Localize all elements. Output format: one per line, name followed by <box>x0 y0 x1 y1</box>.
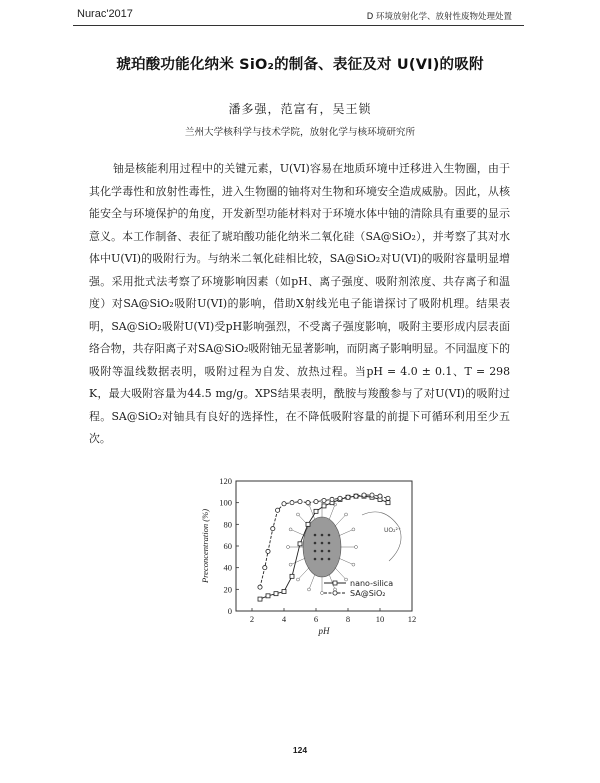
data-point <box>386 501 390 505</box>
silica-dot <box>321 550 324 553</box>
data-point <box>271 527 275 531</box>
data-point <box>386 496 390 500</box>
silica-dot <box>314 558 317 561</box>
x-tick-label: 10 <box>375 614 385 624</box>
legend-label: nano-silica <box>350 579 394 588</box>
data-point <box>322 504 326 508</box>
silica-dot <box>328 558 331 561</box>
data-point <box>362 493 366 497</box>
ligand-end <box>321 592 324 595</box>
ligand-chain <box>298 568 309 580</box>
chart-svg <box>194 475 420 645</box>
silica-dot <box>314 542 317 545</box>
silica-dot <box>321 542 324 545</box>
data-point <box>378 494 382 498</box>
data-point <box>298 542 302 546</box>
page-number: 124 <box>292 745 308 755</box>
data-point <box>263 566 267 570</box>
header-rule <box>73 25 524 26</box>
x-tick-label: 12 <box>407 614 417 624</box>
silica-dot <box>314 550 317 553</box>
ligand-end <box>296 578 299 581</box>
silica-dot <box>328 550 331 553</box>
y-tick-label: 40 <box>223 562 232 573</box>
ph-preconcentration-figure <box>194 475 420 645</box>
ligand-end <box>352 563 355 566</box>
data-point <box>274 592 278 596</box>
data-point <box>306 522 310 526</box>
data-point <box>290 501 294 505</box>
data-point <box>298 499 302 503</box>
journal-header: Nurac'2017 <box>77 8 133 20</box>
ligand-end <box>289 563 292 566</box>
y-tick-label: 100 <box>219 497 232 508</box>
legend-label: SA@SiO₂ <box>350 589 386 598</box>
data-point <box>266 549 270 553</box>
ligand-chain <box>291 558 306 565</box>
data-point <box>276 508 280 512</box>
data-point <box>338 496 342 500</box>
ligand-chain <box>309 574 315 590</box>
data-point <box>314 509 318 513</box>
y-axis-label: Preconcentration (%) <box>200 508 210 584</box>
x-tick-label: 6 <box>313 614 319 624</box>
abstract-body: 铀是核能利用过程中的关键元素，U(VI)容易在地质环境中迁移进入生物圈，由于其化学毒性和放射性毒性，进入生物圈的铀将对生物和环境安全造成威胁。因此，从核能安全与环境保护的角度，开发新型功能材料对于环境水体中铀的清除具有重要的显示意义。本工作制备、表征了琥珀酸功能化纳米二氧化硅（SA@SiO₂），并考察了其对水体中U(VI)的吸附行为。与纳米二氧化硅相比较，SA@SiO₂对U(VI)的吸附容量明显增强。采用批式法考察了环境影响因素（如pH、离子强度、吸附剂浓度、共存离子和温度）对SA@SiO₂吸附U(VI)的影响，借助X射线光电子能谱探讨了吸附机理。结果表明，SA@SiO₂吸附U(VI)受pH影响强烈，不受离子强度影响，吸附主要形成内层表面络合物，共存阳离子对SA@SiO₂吸附铀无显著影响，而阴离子影响明显。不同温度下的吸附等温线数据表明，吸附过程为自发、放热过程。当pH = 4.0 ± 0.1、T = 298 K，最大吸附容量为44.5 mg/g。XPS结果表明，酰胺与羧酸参与了对U(VI)的吸附过程。SA@SiO₂对铀具有良好的选择性，在不降低吸附容量的前提下可循环利用至少五次。 <box>89 162 510 445</box>
y-tick-label: 0 <box>227 606 232 616</box>
ligand-end <box>287 546 290 549</box>
data-point <box>330 497 334 501</box>
silica-dot <box>328 542 331 545</box>
ligand-chain <box>339 558 354 565</box>
y-tick-label: 120 <box>219 476 232 486</box>
data-point <box>282 590 286 594</box>
x-axis-label: pH <box>318 626 330 636</box>
x-tick-label: 2 <box>249 614 255 624</box>
ligand-end <box>355 546 358 549</box>
x-tick-label: 4 <box>281 614 287 624</box>
data-point <box>258 597 262 601</box>
y-tick-label: 80 <box>223 519 232 530</box>
silica-dot <box>321 534 324 537</box>
ligand-end <box>289 528 292 531</box>
inset-arrow <box>362 512 401 561</box>
data-point <box>266 594 270 598</box>
ligand-end <box>296 513 299 516</box>
data-point <box>322 498 326 502</box>
section-header: D 环境放射化学、放射性废物处理处置 <box>366 12 512 22</box>
y-tick-label: 60 <box>223 541 232 551</box>
y-tick-label: 20 <box>223 584 232 595</box>
paper-title: 琥珀酸功能化纳米 SiO₂的制备、表征及对 U(VI)的吸附 <box>116 57 484 73</box>
data-point <box>354 494 358 498</box>
ligand-end <box>345 578 348 581</box>
data-point <box>370 493 374 497</box>
ligand-chain <box>329 505 335 521</box>
affiliation: 兰州大学核科学与技术学院，放射化学与核环境研究所 <box>184 127 416 138</box>
data-point <box>258 585 262 589</box>
data-point <box>306 501 310 505</box>
silica-dot <box>314 534 317 537</box>
ligand-end <box>345 513 348 516</box>
ligand-end <box>307 588 310 591</box>
legend-marker <box>333 581 337 585</box>
legend-marker <box>333 591 337 595</box>
ligand-chain <box>291 529 306 536</box>
data-point <box>282 502 286 506</box>
x-tick-label: 8 <box>345 614 351 624</box>
data-point <box>290 574 294 578</box>
silica-dot <box>328 534 331 537</box>
ligand-end <box>352 528 355 531</box>
silica-dot <box>321 558 324 561</box>
ligand-chain <box>335 568 346 580</box>
data-point <box>314 499 318 503</box>
data-point <box>346 495 350 499</box>
inset-label: UO₂²⁺ <box>384 527 402 534</box>
ligand-chain <box>339 529 354 536</box>
author-list: 潘多强，范富有，吴王锁 <box>228 102 372 116</box>
ligand-chain <box>335 514 346 526</box>
